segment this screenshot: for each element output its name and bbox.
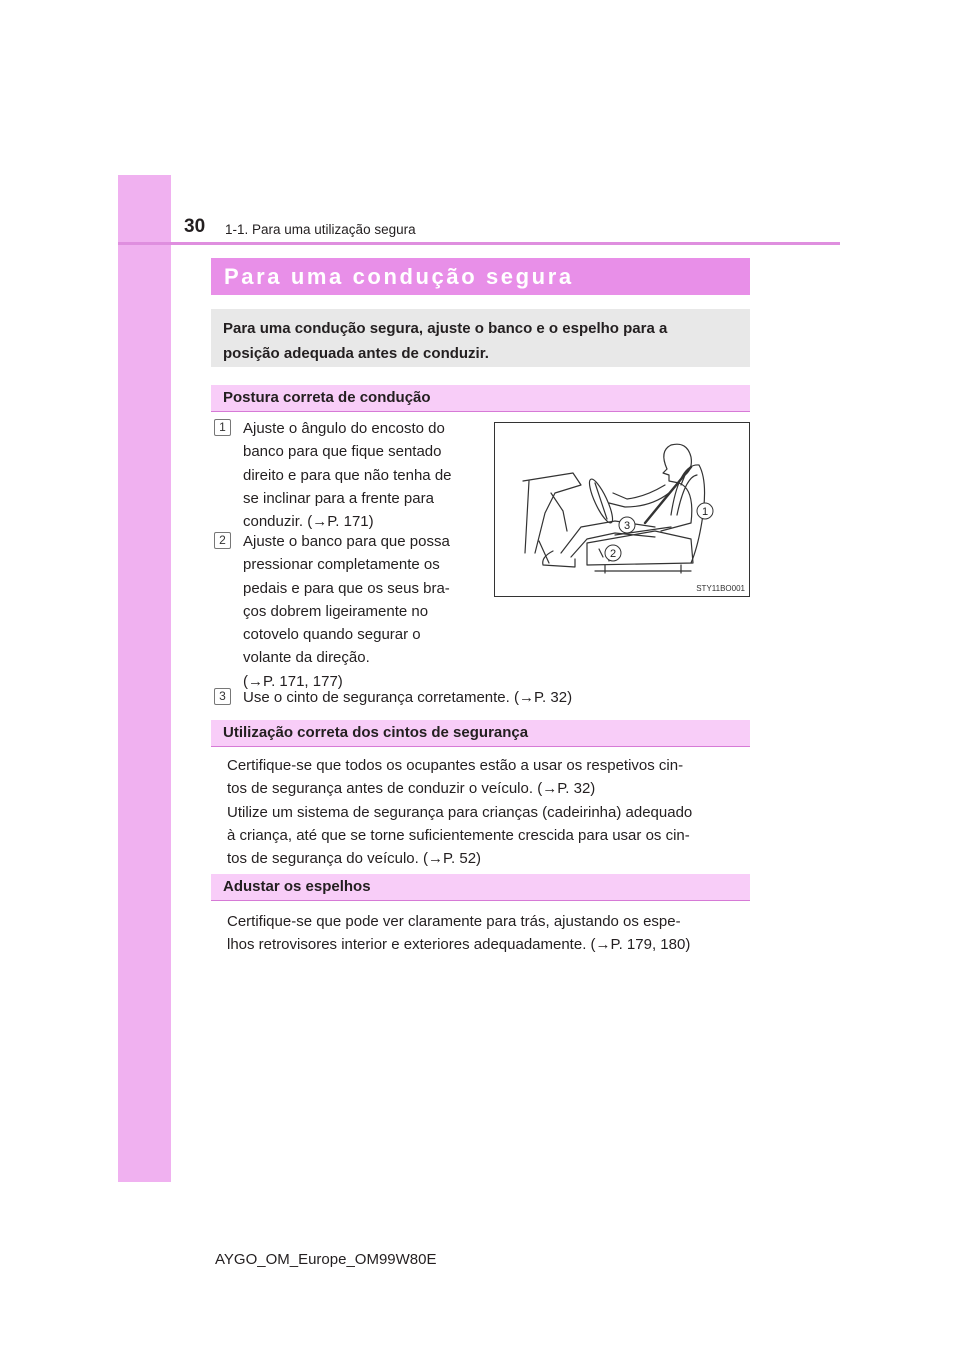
subheading-seatbelts [211,720,750,747]
page-title: Para uma condução segura [224,264,574,289]
item-1-text: Ajuste o ângulo do encosto do banco para que fique sentado direito e para que não tenha de se inclinar para a frente para conduzir. (→P. 171) [243,420,452,531]
item-number-3: 3 [214,688,231,705]
page-number: 30 [184,216,206,237]
figure-code: STY11BO001 [696,584,745,593]
intro-box [211,309,750,367]
page-title-bar [211,258,750,295]
seatbelt-paragraph: Certifique-se que todos os ocupantes estão a usar os respetivos cin- tos de segurança antes de conduzir o veículo. (→P. 32) Utilize um sistema de segurança para crianças (cadeirinha) adequado à criança, até que se torne suficientemente crescida para usar os cin- tos de segurança do veículo. (→P. 52) [227,757,693,868]
header-rule [118,242,840,245]
callout-3: 3 [623,520,631,532]
callout-2: 2 [609,548,617,560]
document-footer: AYGO_OM_Europe_OM99W80E [215,1251,437,1268]
chapter-tab-sidebar [118,175,171,1182]
page-header [118,216,840,244]
subheading-seatbelts-text: Utilização correta dos cintos de segurança [223,724,529,741]
callout-1: 1 [701,506,709,518]
item-number-2: 2 [214,532,231,549]
subheading-posture-text: Postura correta de condução [223,389,431,406]
item-number-1: 1 [214,419,231,436]
subheading-mirrors [211,874,750,901]
driving-posture-figure [494,422,750,597]
driver-seat-illustration [495,423,749,596]
item-3-text: Use o cinto de segurança corretamente. (→P. 32) [243,689,573,706]
section-title: 1-1. Para uma utilização segura [225,222,416,237]
mirrors-paragraph: Certifique-se que pode ver claramente para trás, ajustando os espe- lhos retrovisores interior e exteriores adequadamente. (→P. 179, 180) [227,913,691,954]
item-2-text: Ajuste o banco para que possa pressionar completamente os pedais e para que os seus bra- ços dobrem ligeiramente no cotovelo quando segurar o volante da direção. (→P. 171, 177) [243,533,450,690]
subheading-mirrors-text: Adustar os espelhos [223,878,371,895]
intro-text: Para uma condução segura, ajuste o banco e o espelho para a posição adequada antes de conduzir. [223,320,668,362]
subheading-posture [211,385,750,412]
